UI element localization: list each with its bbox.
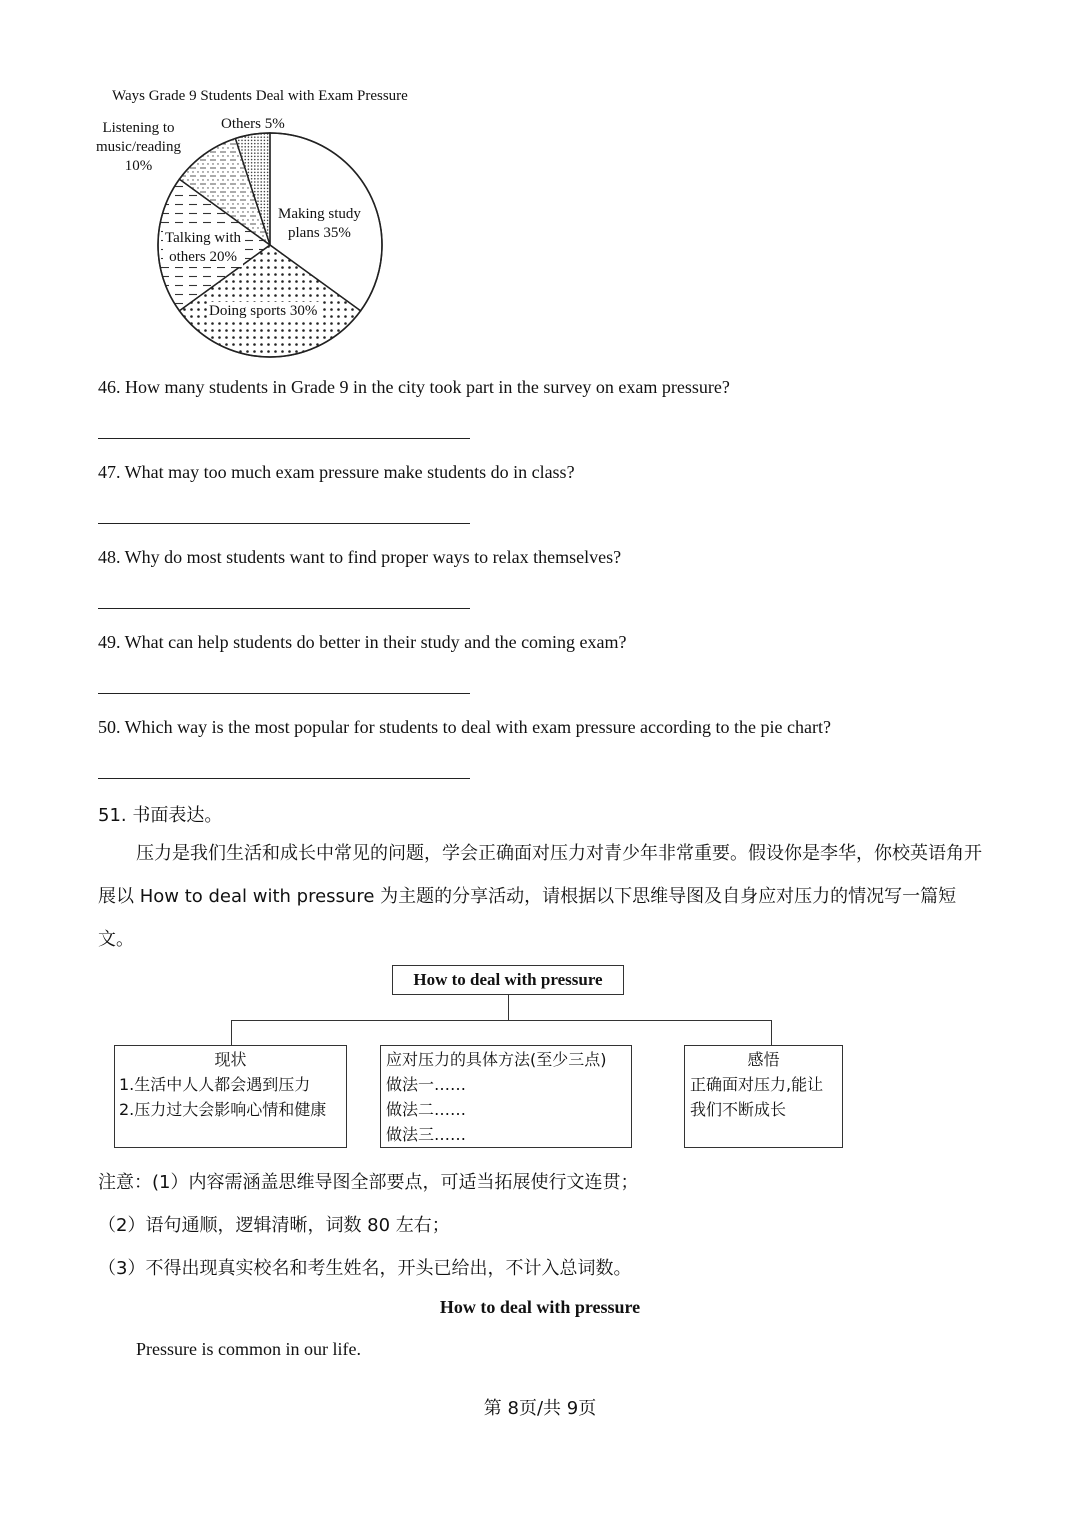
mindmap-insight-title: 感悟 <box>747 1050 780 1069</box>
mindmap-methods-box <box>380 1045 632 1148</box>
note-3: （3）不得出现真实校名和考生姓名，开头已给出，不计入总词数。 <box>98 1258 632 1279</box>
page-footer: 第 8页/共 9页 <box>483 1398 597 1419</box>
slice-label-talking: Talking with others 20% <box>165 230 242 265</box>
essay-title: How to deal with pressure <box>439 1297 641 1317</box>
question-50: 50. Which way is the most popular for students to deal with exam pressure according to the pie chart? <box>98 717 831 737</box>
question-49: 49. What can help students do better in their study and the coming exam? <box>98 632 627 652</box>
slice-label-listening: Listening to music/reading 10% <box>96 120 181 174</box>
mindmap-connector <box>231 1020 772 1021</box>
slice-label-study-plans: Making study plans 35% <box>278 206 361 241</box>
mindmap-connector <box>508 995 509 1021</box>
mindmap-insight-line: 我们不断成长 <box>690 1100 787 1119</box>
answer-line-50[interactable] <box>98 778 470 779</box>
note-1: 注意：(1）内容需涵盖思维导图全部要点，可适当拓展使行文连贯； <box>98 1172 639 1193</box>
mindmap-status-title: 现状 <box>214 1050 247 1069</box>
mindmap-status-line: 1.生活中人人都会遇到压力 <box>119 1075 311 1094</box>
mindmap-status-line: 2.压力过大会影响心情和健康 <box>119 1100 327 1119</box>
mindmap-connector <box>231 1020 232 1046</box>
mindmap-insight-box <box>684 1045 843 1148</box>
mindmap-methods-line: 做法二…… <box>386 1100 467 1119</box>
answer-line-49[interactable] <box>98 693 470 694</box>
note-2: （2）语句通顺，逻辑清晰，词数 80 左右； <box>98 1215 450 1236</box>
writing-intro: 压力是我们生活和成长中常见的问题，学会正确面对压力对青少年非常重要。假设你是李华，你校英语角开展以 How to deal with pressure 为主题的分享活动，请根据以下思维导图及自身应对压力的情况写一篇短文。 <box>98 843 982 950</box>
mindmap-connector <box>771 1020 772 1046</box>
mindmap-root: How to deal with pressure <box>392 965 624 995</box>
slice-label-others: Others 5% <box>221 116 285 132</box>
mindmap-methods-line: 做法一…… <box>386 1075 467 1094</box>
question-48: 48. Why do most students want to find proper ways to relax themselves? <box>98 547 622 567</box>
answer-line-46[interactable] <box>98 438 470 439</box>
essay-start: Pressure is common in our life. <box>136 1339 361 1359</box>
slice-label-sports: Doing sports 30% <box>209 303 318 319</box>
mindmap-insight-line: 正确面对压力,能让 <box>690 1075 824 1094</box>
question-47: 47. What may too much exam pressure make students do in class? <box>98 462 575 482</box>
question-46: 46. How many students in Grade 9 in the city took part in the survey on exam pressure? <box>98 377 730 397</box>
mindmap-methods-line: 做法三…… <box>386 1125 467 1144</box>
answer-line-47[interactable] <box>98 523 470 524</box>
mindmap-status-box <box>114 1045 347 1148</box>
answer-line-48[interactable] <box>98 608 470 609</box>
chart-title: Ways Grade 9 Students Deal with Exam Pressure <box>112 88 408 104</box>
mindmap-methods-title: 应对压力的具体方法(至少三点) <box>386 1050 607 1069</box>
writing-heading: 51. 书面表达。 <box>98 805 223 826</box>
